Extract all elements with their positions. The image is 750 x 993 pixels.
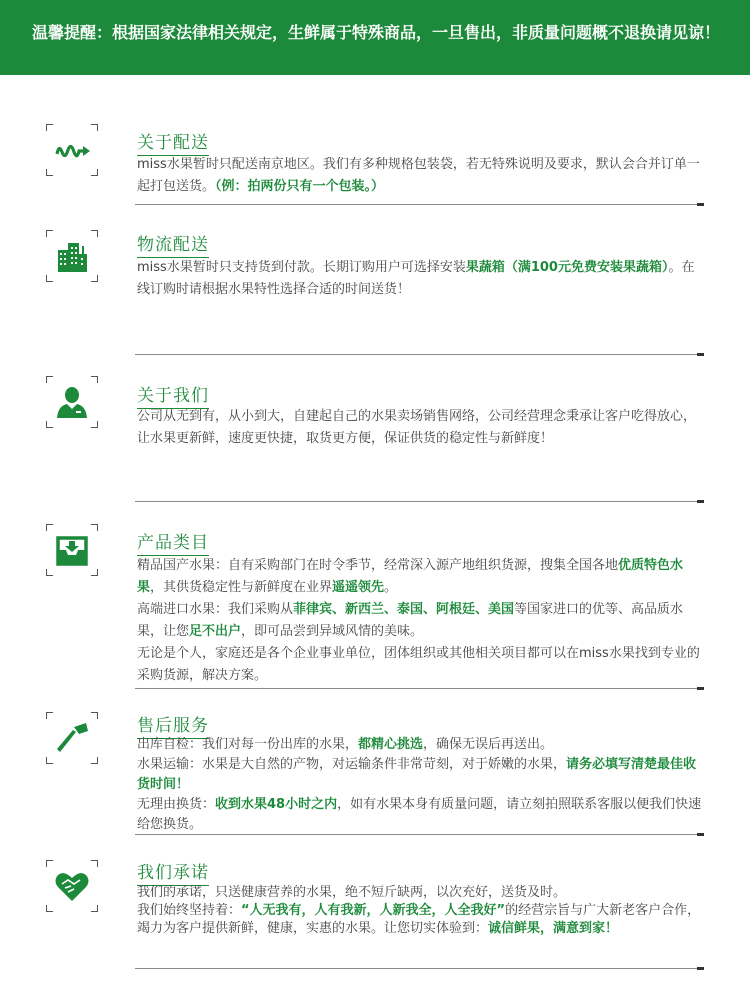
- section-body: miss水果暂时只配送南京地区。我们有多种规格包装袋，若无特殊说明及要求，默认会合并订单一起打包送货。（例：拍两份只有一个包装。）: [137, 157, 700, 194]
- notice-text: 温馨提醒：根据国家法律相关规定，生鲜属于特殊商品，一旦售出，非质量问题概不退换请见谅！: [32, 23, 721, 42]
- section-title: 关于我们: [137, 381, 209, 409]
- divider: [135, 968, 703, 969]
- section-title: 产品类目: [137, 528, 209, 556]
- person-icon: [46, 376, 98, 428]
- section-body: 精品国产水果：自有采购部门在时令季节，经常深入源产地组织货源，搜集全国各地优质特色水果，其供货稳定性与新鲜度在业界遥遥领先。 高端进口水果：我们采购从菲律宾、新西兰、泰国、阿根廷、美国等国家进口的优等、高品质水果，让您足不出户，即可品尝到异域风情的美味。 无论是个人，家庭还是各个企业事业单位，团体组织或其他相关项目都可以在miss水果找到专业的采购货源，解决方案。: [137, 558, 700, 683]
- section-title: 关于配送: [137, 128, 209, 156]
- divider: [135, 204, 703, 205]
- section-title: 物流配送: [137, 230, 209, 258]
- delivery-arrow-icon: [46, 124, 98, 176]
- section-body: 出库自检：我们对每一份出库的水果，都精心挑选，确保无误后再送出。 水果运输：水果是大自然的产物，对运输条件非常苛刻，对于娇嫩的水果，请务必填写清楚最佳收货时间！ 无理由换货：收到水果48小时之内，如有水果本身有质量问题，请立刻拍照联系客服以便我们快速给您换货。: [137, 737, 702, 832]
- divider: [135, 354, 703, 355]
- heart-hands-icon: [46, 860, 98, 912]
- section-body: 我们的承诺，只送健康营养的水果，绝不短斤缺两，以次充好，送货及时。 我们始终坚持着：“人无我有，人有我新，人新我全，人全我好”的经营宗旨与广大新老客户合作，竭力为客户提供新鲜，健康，实惠的水果。让您切实体验到：诚信鲜果，满意到家！: [137, 885, 701, 936]
- buildings-icon: [46, 230, 98, 282]
- section-title: 我们承诺: [137, 858, 209, 886]
- inbox-tray-icon: [46, 524, 98, 576]
- section-body: miss水果暂时只支持货到付款。长期订购用户可选择安装果蔬箱（满100元免费安装果蔬箱）。在线订购时请根据水果特性选择合适的时间送货！: [137, 260, 695, 297]
- section-title: 售后服务: [137, 711, 209, 739]
- divider: [135, 834, 703, 835]
- divider: [135, 688, 703, 689]
- hammer-icon: [46, 712, 98, 764]
- section-body: 公司从无到有，从小到大，自建起自己的水果卖场销售网络，公司经营理念秉承让客户吃得放心，让水果更新鲜，速度更快捷，取货更方便，保证供货的稳定性与新鲜度！: [137, 409, 697, 446]
- notice-banner: [0, 0, 750, 75]
- divider: [135, 501, 703, 502]
